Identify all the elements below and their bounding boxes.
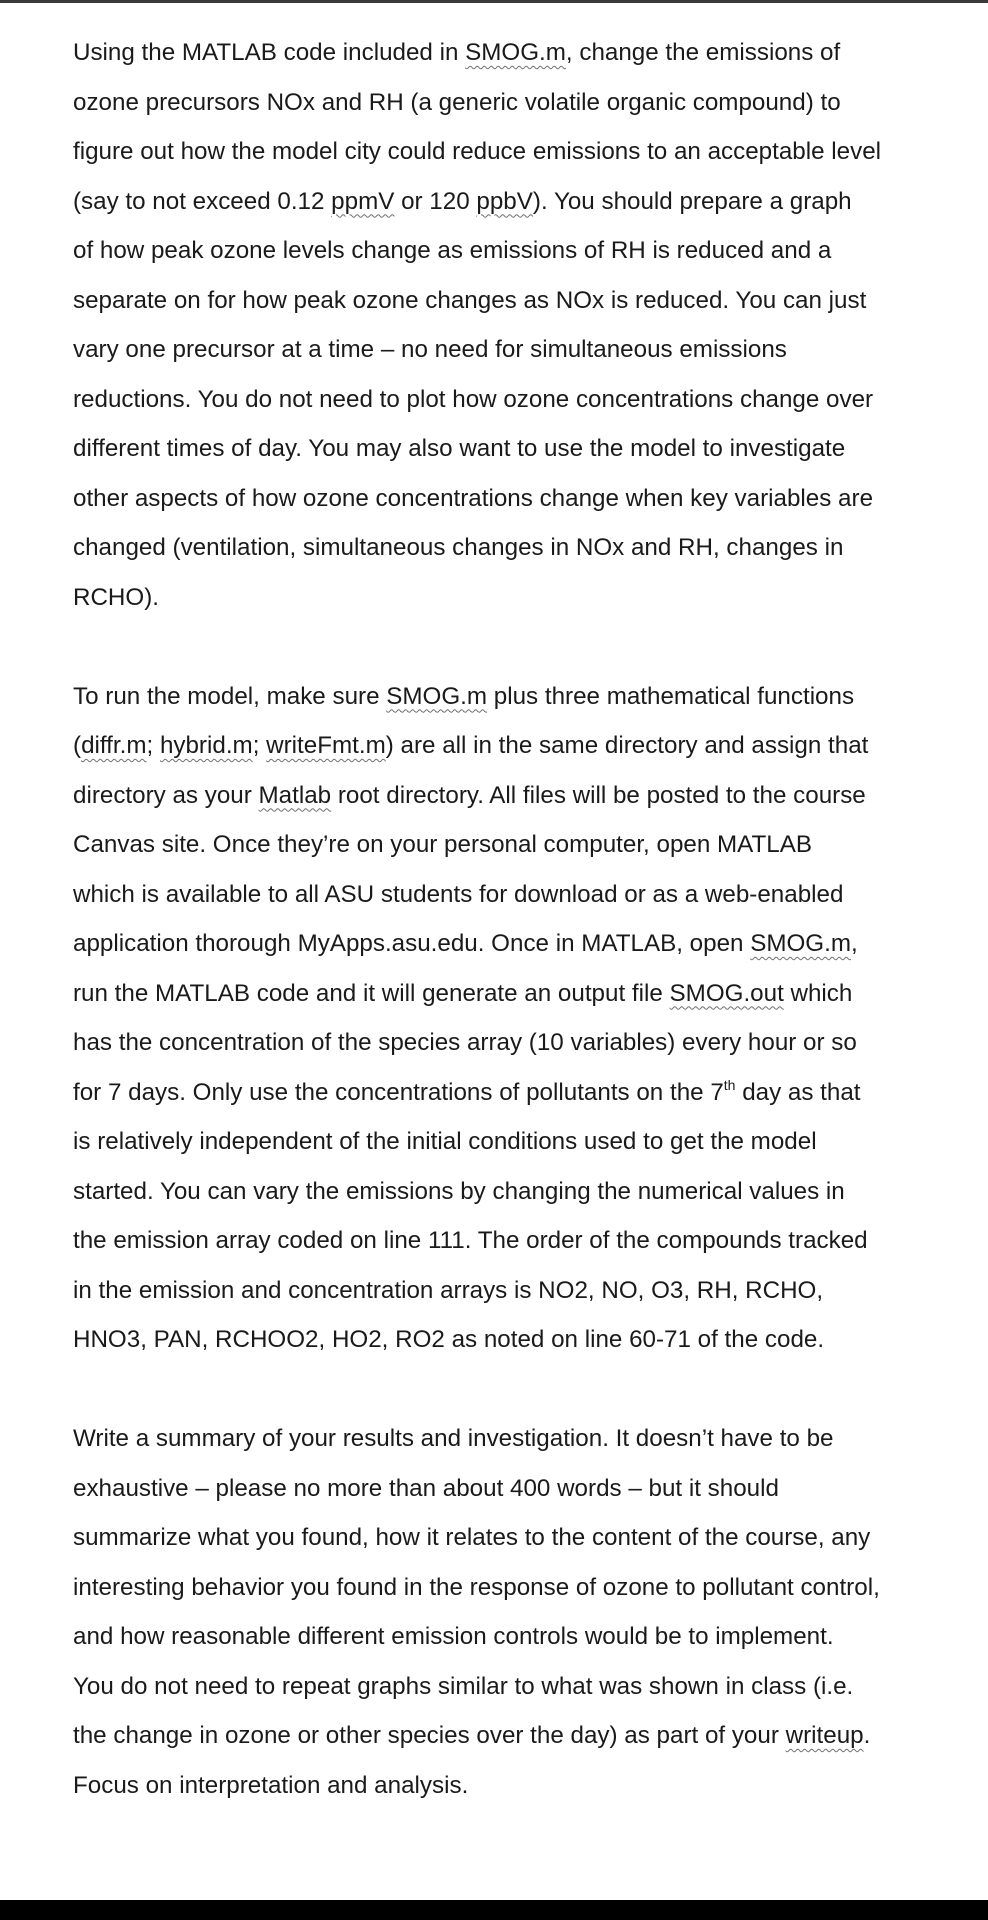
spellcheck-word: ppbV [476, 187, 533, 215]
paragraph-instructions [73, 28, 943, 622]
text-run: application thorough MyApps.asu.edu. Once in MATLAB, open [73, 930, 751, 957]
text-run: which is available to all ASU students for download or as a web-enabled [73, 880, 844, 908]
top-border [0, 0, 988, 3]
paragraph-run-model [73, 672, 943, 1365]
spellcheck-word: SMOG.m [386, 682, 488, 710]
text-run: started. You can vary the emissions by changing the numerical values in [73, 1177, 845, 1205]
text-line [73, 325, 943, 375]
text-run: exhaustive – please no more than about 400 words – but it should [73, 1474, 779, 1502]
spellcheck-word: ppmV [331, 187, 395, 215]
text-run: . [863, 1722, 871, 1749]
text-line [73, 721, 943, 771]
text-line [73, 1414, 943, 1464]
spellcheck-word: SMOG.out [669, 979, 784, 1007]
text-run: You do not need to repeat graphs similar to what was shown in class (i.e. [73, 1672, 854, 1700]
text-run: ( [73, 732, 82, 759]
text-run: summarize what you found, how it relates to the content of the course, any [73, 1524, 871, 1551]
text-run: ozone precursors NOx and RH (a generic volatile organic compound) to [73, 88, 841, 116]
spellcheck-word: Matlab [258, 781, 332, 809]
text-run: of how peak ozone levels change as emissions of RH is reduced and a [73, 237, 832, 264]
text-run: in the emission and concentration arrays is NO2, NO, O3, RH, RCHO, [73, 1276, 824, 1304]
text-line [73, 771, 943, 821]
text-line [73, 424, 943, 474]
text-run: or 120 [394, 187, 477, 215]
text-run: root directory. All files will be posted to the course [331, 781, 866, 809]
text-run: Write a summary of your results and investigation. It doesn’t have to be [73, 1425, 834, 1452]
text-line [73, 919, 943, 969]
text-run: run the MATLAB code and it will generate an output file [73, 979, 670, 1007]
text-line [73, 375, 943, 425]
text-run: the emission array coded on line 111. The order of the compounds tracked [73, 1227, 868, 1254]
text-run: To run the model, make sure [73, 682, 387, 710]
text-line [73, 1662, 943, 1712]
text-line [73, 1266, 943, 1316]
text-line [73, 177, 943, 227]
text-run: reductions. You do not need to plot how ozone concentrations change over [73, 385, 874, 413]
text-run: the change in ozone or other species over the day) as part of your [73, 1722, 786, 1749]
text-run: for 7 days. Only use the concentrations of pollutants on the 7 [73, 1078, 724, 1106]
bottom-bar [0, 1900, 988, 1920]
text-line [73, 1117, 943, 1167]
paragraph-summary [73, 1414, 943, 1810]
text-run: Focus on interpretation and analysis. [73, 1771, 469, 1799]
text-line [73, 523, 943, 573]
text-run: different times of day. You may also want to use the model to investigate [73, 435, 846, 462]
text-run: ). You should prepare a graph [532, 187, 852, 215]
text-line [73, 276, 943, 326]
text-run: RCHO). [73, 583, 159, 611]
spellcheck-word: SMOG.m [465, 39, 566, 66]
spellcheck-word: hybrid.m [159, 732, 253, 759]
spellcheck-word: writeFmt.m [266, 732, 386, 759]
spellcheck-word: diffr.m [81, 732, 147, 759]
text-run: Canvas site. Once they’re on your personal computer, open MATLAB [73, 831, 812, 858]
text-line [73, 1513, 943, 1563]
superscript: th [723, 1076, 736, 1093]
text-line [73, 127, 943, 177]
text-line [73, 672, 943, 722]
text-line [73, 1167, 943, 1217]
text-run: plus three mathematical functions [487, 682, 855, 710]
text-run: figure out how the model city could reduce emissions to an acceptable level [73, 138, 882, 165]
text-line [73, 1711, 943, 1761]
text-line [73, 1018, 943, 1068]
text-line [73, 1315, 943, 1365]
text-run: vary one precursor at a time – no need for simultaneous emissions [73, 336, 787, 363]
text-line [73, 573, 943, 623]
spellcheck-word: SMOG.m [750, 930, 851, 957]
text-run: ; [252, 732, 267, 759]
text-line [73, 1464, 943, 1514]
text-line [73, 1068, 943, 1118]
text-run: separate on for how peak ozone changes as NOx is reduced. You can just [73, 286, 867, 314]
text-run: , change the emissions of [565, 39, 841, 66]
text-run: other aspects of how ozone concentrations change when key variables are [73, 484, 874, 512]
text-run: HNO3, PAN, RCHOO2, HO2, RO2 as noted on line 60-71 of the code. [73, 1326, 825, 1353]
text-run: ; [146, 732, 160, 759]
text-line [73, 474, 943, 524]
text-run: is relatively independent of the initial conditions used to get the model [73, 1128, 817, 1155]
text-run: and how reasonable different emission controls would be to implement. [73, 1623, 834, 1650]
text-run: has the concentration of the species array (10 variables) every hour or so [73, 1029, 857, 1056]
text-line [73, 1761, 943, 1811]
text-line [73, 78, 943, 128]
text-run: (say to not exceed 0.12 [73, 187, 332, 215]
text-run: Using the MATLAB code included in [73, 39, 466, 66]
text-line [73, 28, 943, 78]
text-line [73, 1216, 943, 1266]
text-line [73, 870, 943, 920]
text-run: , [850, 930, 858, 957]
text-run: directory as your [73, 781, 259, 809]
spellcheck-word: writeup [785, 1722, 864, 1749]
text-line [73, 969, 943, 1019]
document-page [73, 28, 943, 1810]
text-line [73, 820, 943, 870]
text-run: which [783, 979, 853, 1007]
text-run: day as that [735, 1078, 861, 1106]
text-run: changed (ventilation, simultaneous changes in NOx and RH, changes in [73, 534, 844, 561]
text-line [73, 1612, 943, 1662]
text-line [73, 226, 943, 276]
text-line [73, 1563, 943, 1613]
text-run: ) are all in the same directory and assign that [385, 732, 869, 759]
text-run: interesting behavior you found in the response of ozone to pollutant control, [73, 1573, 880, 1601]
